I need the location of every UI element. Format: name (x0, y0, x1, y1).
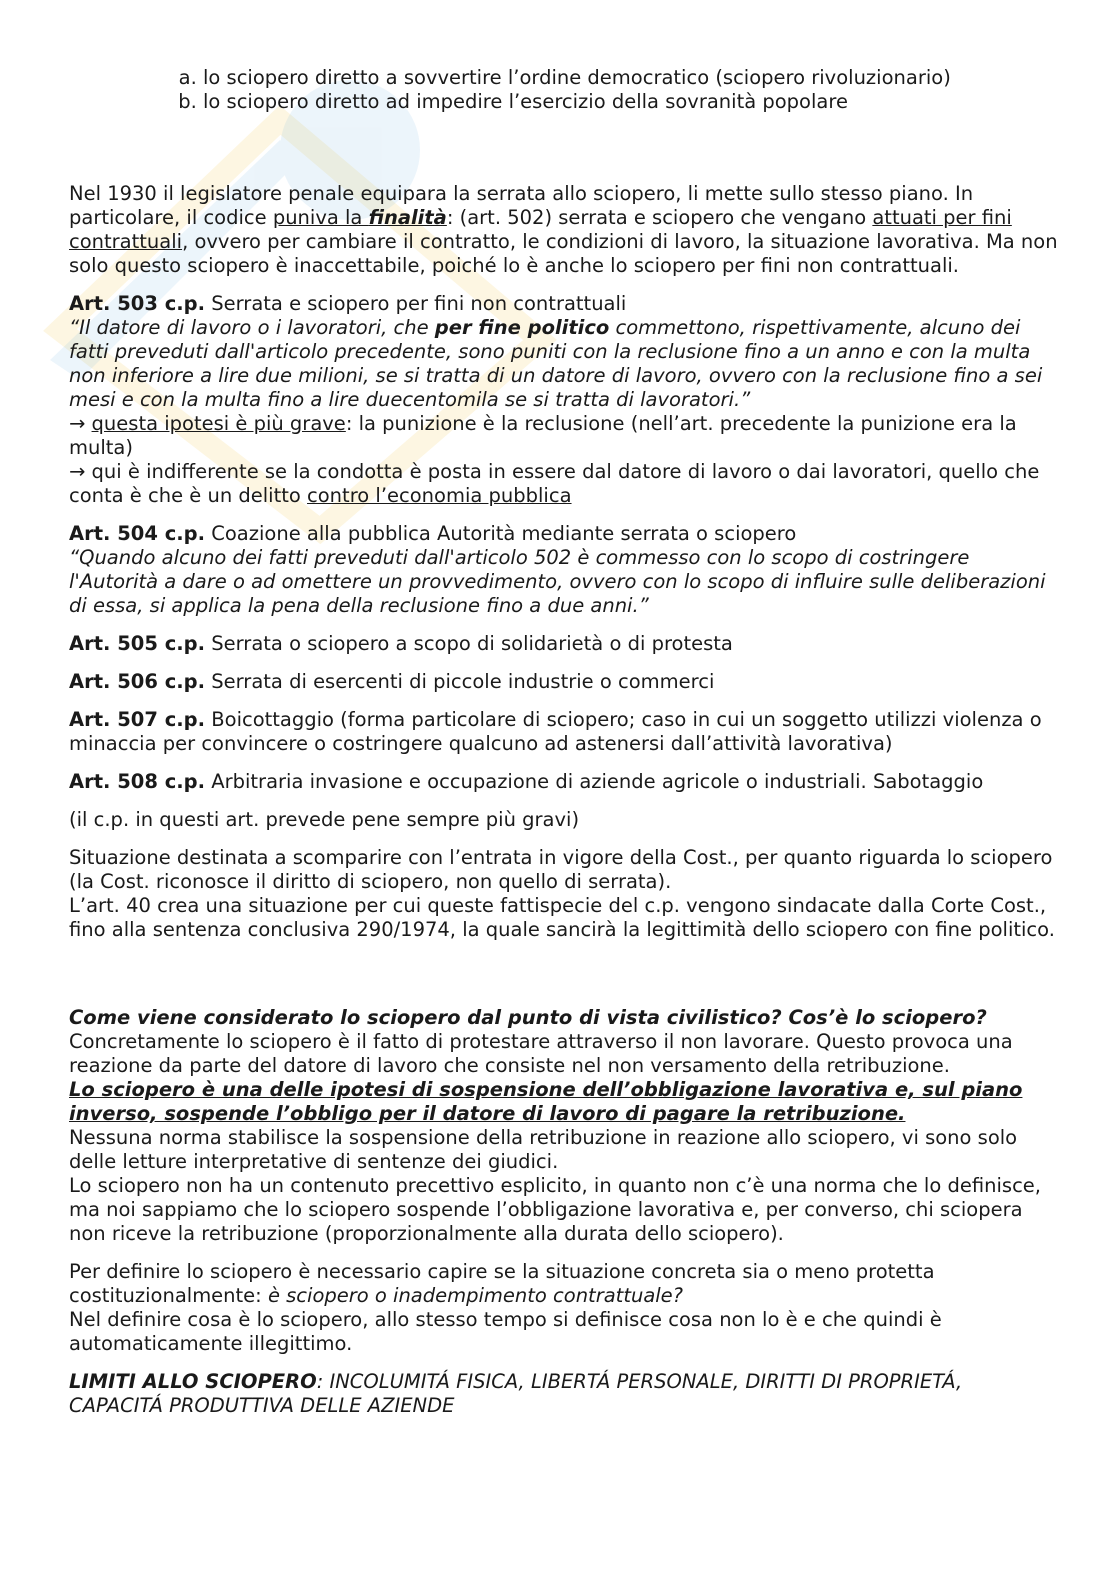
article-heading: Art. 506 c.p. (69, 670, 206, 693)
italic-question: è sciopero o inadempimento contrattuale? (267, 1284, 684, 1307)
article-title: Serrata o sciopero a scopo di solidarietà o di protesta (205, 632, 733, 655)
text: Nel 1930 il legislatore penale equipara la serrata allo sciopero, li mette sullo stesso piano. In particolare, il codice (69, 182, 974, 229)
text: , ovvero per cambiare il contratto, le condizioni di lavoro, la situazione lavorativa. Ma non solo questo sciopero è inaccettabile, poiché lo è anche lo sciopero per fini non contrattuali. (69, 230, 1058, 277)
article-508 (69, 770, 1059, 794)
arrow-icon: → (69, 460, 92, 483)
text: : la punizione è la reclusione (nell’art. precedente la punizione era la multa) (69, 412, 1017, 459)
note-pene: (il c.p. in questi art. prevede pene sempre più gravi) (69, 808, 580, 831)
article-heading: Art. 503 c.p. (69, 292, 206, 315)
article-quote (69, 316, 1059, 412)
article-504 (69, 522, 1059, 618)
article-506 (69, 670, 1059, 694)
article-title: Boicottaggio (forma particolare di sciopero; caso in cui un soggetto utilizzi violenza o minaccia per convincere o costringere qualcuno ad astenersi dall’attività lavorativa) (69, 708, 1042, 755)
article-503 (69, 292, 1059, 508)
article-505 (69, 632, 1059, 656)
paragraph-costituzione (69, 846, 1059, 942)
arrow-note (69, 460, 1059, 508)
quote-text: “Il datore di lavoro o i lavoratori, che (69, 316, 435, 339)
strike-types-list (69, 66, 1059, 114)
underlined-text: contro l’economia pubblica (307, 484, 572, 507)
quote-text: commettono, rispettivamente, alcuno dei fatti preveduti dall'articolo precedente, sono puniti con la reclusione fino a un anno e con la multa non inferiore a lire due milioni, se si tratta di un datore di lavoro, ovvero con la reclusione fino a sei mesi e con la multa fino a lire duecentomila se si tratta di lavoratori.” (69, 316, 1043, 411)
text: Concretamente lo sciopero è il fatto di protestare attraverso il non lavorare. Questo provoca una reazione da parte del datore di lavoro che consiste nel non versamento della retribuzione. (69, 1030, 1013, 1077)
section-definire (69, 1260, 1059, 1356)
section-civilistico (69, 1006, 1059, 1246)
arrow-icon: → (69, 412, 92, 435)
paragraph-1930 (69, 182, 1059, 278)
list-item: a. lo sciopero diretto a sovvertire l’ordine democratico (sciopero rivoluzionario) (203, 66, 1059, 90)
article-507 (69, 708, 1059, 756)
article-title: Coazione alla pubblica Autorità mediante serrata o sciopero (205, 522, 797, 545)
article-heading: Art. 504 c.p. (69, 522, 206, 545)
article-title: Serrata di esercenti di piccole industrie o commerci (205, 670, 715, 693)
underlined-text: attuati per fini contrattuali (69, 206, 1012, 253)
limits-title: LIMITI ALLO SCIOPERO (69, 1370, 317, 1393)
quote-bold: per fine politico (434, 316, 610, 339)
article-title: Arbitraria invasione e occupazione di aziende agricole o industriali. Sabotaggio (205, 770, 984, 793)
text: Nel definire cosa è lo sciopero, allo stesso tempo si definisce cosa non lo è e che quindi è automaticamente illegittimo. (69, 1308, 942, 1355)
arrow-note (69, 412, 1059, 460)
text: Lo sciopero non ha un contenuto precettivo esplicito, in quanto non c’è una norma che lo definisce, ma noi sappiamo che lo sciopero sospende l’obbligazione lavorativa e, per converso, chi sciopera non riceve la retribuzione (proporzionalmente alla durata dello sciopero). (69, 1174, 1041, 1245)
key-statement: Lo sciopero è una delle ipotesi di sospensione dell’obbligazione lavorativa e, sul piano inverso, sospende l’obbligo per il datore di lavoro di pagare la retribuzione. (69, 1078, 1023, 1125)
article-heading: Art. 508 c.p. (69, 770, 206, 793)
underlined-text: puniva la (272, 206, 369, 229)
text: Per definire lo sciopero è necessario capire se la situazione concreta sia o meno protetta costituzionalmente: (69, 1260, 935, 1307)
underlined-text: questa ipotesi è più grave (91, 412, 346, 435)
article-heading: Art. 507 c.p. (69, 708, 206, 731)
article-quote: “Quando alcuno dei fatti preveduti dall'articolo 502 è commesso con lo scopo di costringere l'Autorità a dare o ad omettere un provvedimento, ovvero con lo scopo di influire sulle deliberazioni di essa, si applica la pena della reclusione fino a due anni.” (69, 546, 1046, 617)
document-page (69, 66, 1059, 1432)
limits-heading (69, 1370, 1059, 1418)
text: qui è indifferente se la condotta è posta in essere dal datore di lavoro o dai lavoratori, quello che conta è che è un delitto (69, 460, 1040, 507)
text: Situazione destinata a scomparire con l’entrata in vigore della Cost., per quanto riguarda lo sciopero (la Cost. riconosce il diritto di sciopero, non quello di serrata). (69, 846, 1053, 893)
section-question: Come viene considerato lo sciopero dal punto di vista civilistico? Cos’è lo sciopero? (69, 1006, 987, 1029)
emphasis-finalita: finalità (368, 206, 447, 229)
limits-list: : INCOLUMITÁ FISICA, LIBERTÁ PERSONALE, DIRITTI DI PROPRIETÁ, CAPACITÁ PRODUTTIVA DELLE AZIENDE (69, 1370, 963, 1417)
article-title: Serrata e sciopero per fini non contrattuali (205, 292, 627, 315)
text: Nessuna norma stabilisce la sospensione della retribuzione in reazione allo sciopero, vi sono solo delle letture interpretative di sentenze dei giudici. (69, 1126, 1018, 1173)
article-heading: Art. 505 c.p. (69, 632, 206, 655)
text: L’art. 40 crea una situazione per cui queste fattispecie del c.p. vengono sindacate dalla Corte Cost., fino alla sentenza conclusiva 290/1974, la quale sancirà la legittimità dello sciopero con fine politico. (69, 894, 1055, 941)
text: : (art. 502) serrata e sciopero che vengano (446, 206, 873, 229)
list-item: b. lo sciopero diretto ad impedire l’esercizio della sovranità popolare (203, 90, 1059, 114)
